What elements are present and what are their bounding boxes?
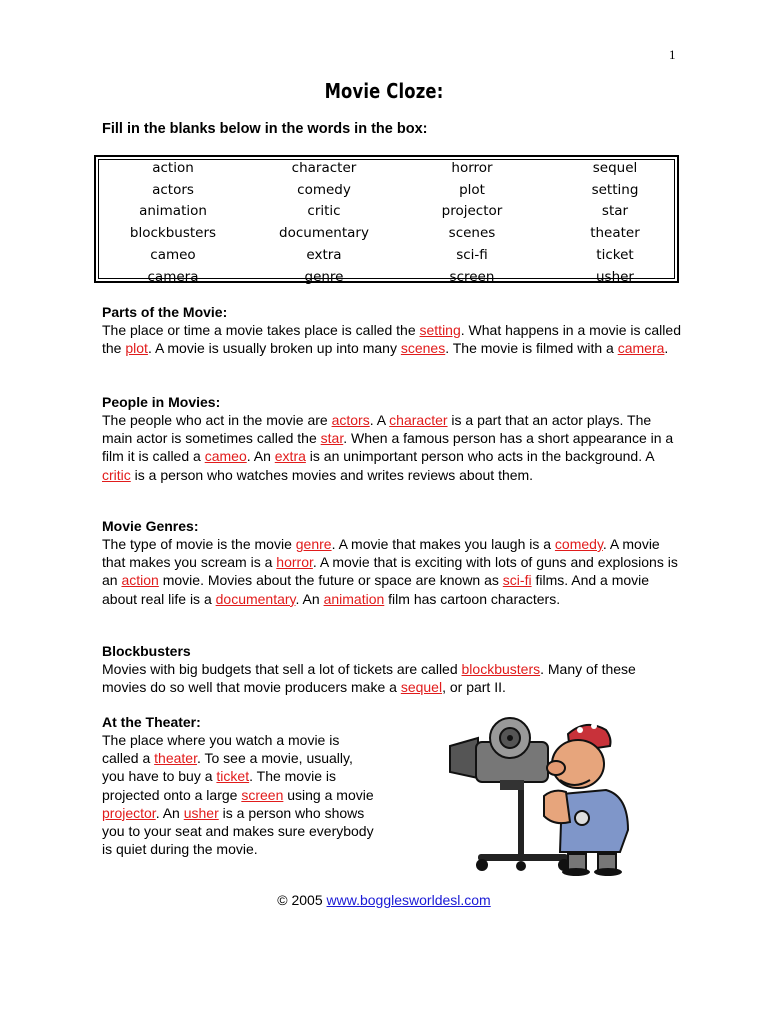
word-item: sci-fi [456,246,488,263]
word-item: actors [152,181,194,198]
section-text-parts [102,321,682,357]
answer-word[interactable]: documentary [215,590,296,607]
word-box [94,155,679,283]
answer-word[interactable]: plot [125,340,148,357]
word-item: setting [591,181,639,198]
answer-word[interactable]: setting [419,322,461,338]
word-item: usher [595,268,634,285]
word-item: projector [441,203,503,220]
answer-word[interactable]: camera [617,340,665,357]
paragraph-text: . [664,340,669,357]
page-number: 1 [669,47,676,62]
paragraph-text: . A [369,412,390,428]
answer-word[interactable]: animation [323,590,385,607]
paragraph-text: . A movie that is exciting with lots of guns and explosions is an [102,554,678,589]
word-column-3 [392,158,552,288]
answer-word[interactable]: action [121,572,159,589]
answer-word[interactable]: extra [274,448,306,465]
section-text-blockbusters [102,660,682,696]
word-item: blockbusters [129,225,217,242]
paragraph-text: . A movie is usually broken up into many [147,340,401,357]
page-title: Movie Cloze: [324,79,444,103]
answer-word[interactable]: sequel [400,679,443,696]
word-item: theater [590,225,640,242]
word-item: camera [147,268,199,285]
paragraph-text: using a movie [283,786,374,803]
answer-word[interactable]: sci-fi [502,572,532,589]
answer-word[interactable]: screen [241,786,284,803]
section-text-people [102,411,674,484]
answer-word[interactable]: horror [276,554,313,571]
word-item: scenes [448,225,496,242]
answer-word[interactable]: ticket [216,768,250,785]
answer-word[interactable]: actors [331,412,370,428]
word-item: star [601,203,629,220]
cameraman-figure [544,723,628,876]
section-text-genres [102,535,682,608]
paragraph-text: is a person who shows you to your seat and makes sure everybody is quiet during the movie. [102,804,374,858]
paragraph-text: . Many of these movies do so well that movie producers make a [102,661,636,696]
word-item: action [152,160,194,176]
paragraph-text: . The movie is projected onto a large [102,768,336,803]
paragraph-text: The place where you watch a movie is called a [102,732,340,767]
paragraph-text: The place or time a movie takes place is called the [102,322,420,338]
answer-word[interactable]: scenes [400,340,446,357]
word-item: ticket [596,246,634,263]
movie-camera [450,718,548,790]
copyright-text: © 2005 [277,892,327,908]
word-column-4 [535,158,695,288]
cameraman-illustration [448,716,638,876]
answer-word[interactable]: projector [102,804,156,821]
paragraph-text: . What happens in a movie is called the [102,322,681,357]
section-heading-genres: Movie Genres: [102,518,199,534]
paragraph-text: . A movie that makes you scream is a [102,536,660,571]
paragraph-text: . To see a movie, usually, you have to buy a [102,750,353,785]
paragraph-text: is a person who watches movies and writes reviews about them. [130,466,534,483]
paragraph-text: film has cartoon characters. [384,590,561,607]
word-column-2 [244,158,404,288]
word-item: cameo [150,246,196,263]
paragraph-text: . An [155,804,184,821]
paragraph-text: . A movie that makes you laugh is a [331,536,555,552]
paragraph-text: films. And a movie about real life is a [102,572,650,607]
word-item: extra [306,246,342,263]
section-heading-theater: At the Theater: [102,714,201,730]
paragraph-text: is an unimportant person who acts in the background. A [305,448,654,465]
word-item: genre [304,268,344,285]
word-item: comedy [297,181,351,198]
section-text-theater [102,731,374,858]
footer [0,892,768,908]
answer-word[interactable]: usher [183,804,219,821]
paragraph-text: . When a famous person has a short appearance in a film it is called a [102,430,674,465]
paragraph-text: . The movie is filmed with a [445,340,618,357]
paragraph-text: Movies with big budgets that sell a lot of tickets are called [102,661,462,677]
section-heading-blockbusters: Blockbusters [102,643,191,659]
paragraph-text: . An [246,448,275,465]
word-column-1 [93,158,253,288]
word-item: character [291,160,357,176]
paragraph-text: , or part II. [442,679,506,696]
website-link[interactable]: www.bogglesworldesl.com [326,892,491,908]
word-item: documentary [279,225,369,242]
section-heading-parts: Parts of the Movie: [102,304,228,320]
word-item: critic [307,203,341,220]
word-item: horror [451,160,493,176]
word-item: screen [449,268,495,285]
answer-word[interactable]: critic [102,466,131,483]
answer-word[interactable]: star [320,430,344,447]
answer-word[interactable]: cameo [204,448,247,465]
word-item: plot [459,181,485,198]
answer-word[interactable]: theater [154,750,197,767]
paragraph-text: movie. Movies about the future or space are known as [158,572,503,589]
section-heading-people: People in Movies: [102,394,221,410]
answer-word[interactable]: genre [295,536,332,552]
instructions: Fill in the blanks below in the words in the box: [102,121,428,137]
paragraph-text: The type of movie is the movie [102,536,296,552]
paragraph-text: . An [295,590,324,607]
answer-word[interactable]: blockbusters [461,661,541,677]
paragraph-text: is a part that an actor plays. The main actor is sometimes called the [102,412,652,447]
word-item: sequel [592,160,638,176]
answer-word[interactable]: comedy [554,536,603,552]
paragraph-text: The people who act in the movie are [102,412,332,428]
word-item: animation [139,203,207,220]
answer-word[interactable]: character [389,412,448,428]
